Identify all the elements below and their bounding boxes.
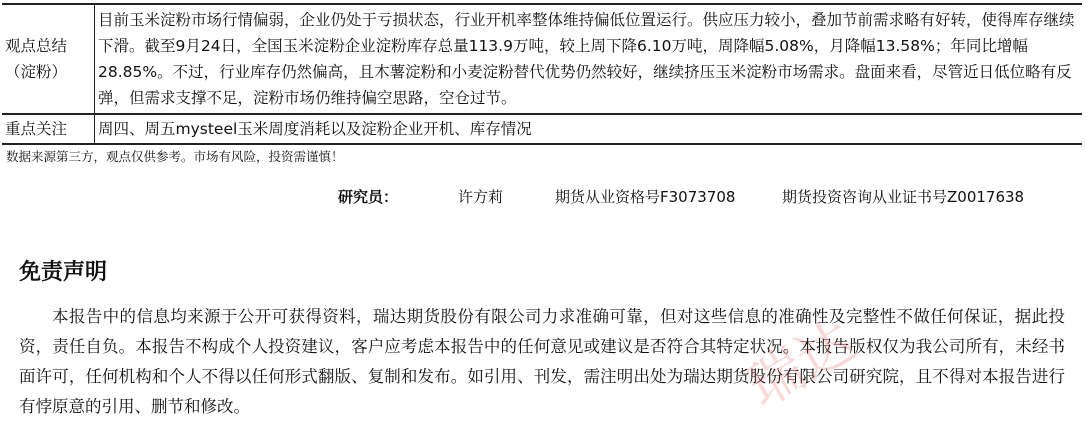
row-content-cell — [95, 4, 1083, 114]
consulting-number: 期货投资咨询从业证书号Z0017638 — [782, 188, 1025, 206]
risk-note: 数据来源第三方，观点仅供参考。市场有风险，投资需谨慎！ — [6, 149, 344, 164]
qualification-number: 期货从业资格号F3073708 — [555, 188, 736, 206]
disclaimer-title: 免责声明 — [19, 260, 108, 285]
view-summary-table — [2, 3, 1082, 145]
researcher-name: 许方莉 — [458, 188, 504, 206]
watermark: 瑞达 — [736, 308, 866, 421]
row-label: 重点关注 — [2, 114, 95, 144]
table-row — [2, 114, 1082, 144]
researcher-label: 研究员： — [338, 188, 399, 206]
disclaimer-body: 本报告中的信息均来源于公开可获得资料，瑞达期货股份有限公司力求准确可靠，但对这些信息的准确性及完整性不做任何保证，据此投资，责任自负。本报告不构成个人投资建议，客户应考虑本报告中的任何意见或建议是否符合其特定状况。本报告版权仅为我公司所有，未经书面许可，任何机构和个人不得以任何形式翻版、复制和发布。如引用、刊发，需注明出处为瑞达期货股份有限公司研究院，且不得对本报告进行有悖原意的引用、删节和修改。 — [19, 307, 1065, 416]
row-label: 观点总结（淀粉） — [2, 4, 95, 114]
table-row — [2, 4, 1082, 114]
row-content: 周四、周五mysteel玉米周度消耗以及淀粉企业开机、库存情况 — [95, 114, 1083, 144]
row-content: 目前玉米淀粉市场行情偏弱，企业仍处于亏损状态，行业开机率整体维持偏低位置运行。供应压力较小，叠加节前需求略有好转，使得库存继续下滑。截至9月24日，全国玉米淀粉企业淀粉库存总量113.9万吨，较上周下降6.10万吨，周降幅5.08%，月降幅13.58%；年同比增幅28.85%。不过，行业库存仍然偏高，且木薯淀粉和小麦淀粉替代优势仍然较好，继续挤压玉米淀粉市场需求。盘面来看，尽管近日低位略有反弹，但需求支撑不足，淀粉市场仍维持偏空思路，空仓过节。 — [98, 11, 1075, 107]
